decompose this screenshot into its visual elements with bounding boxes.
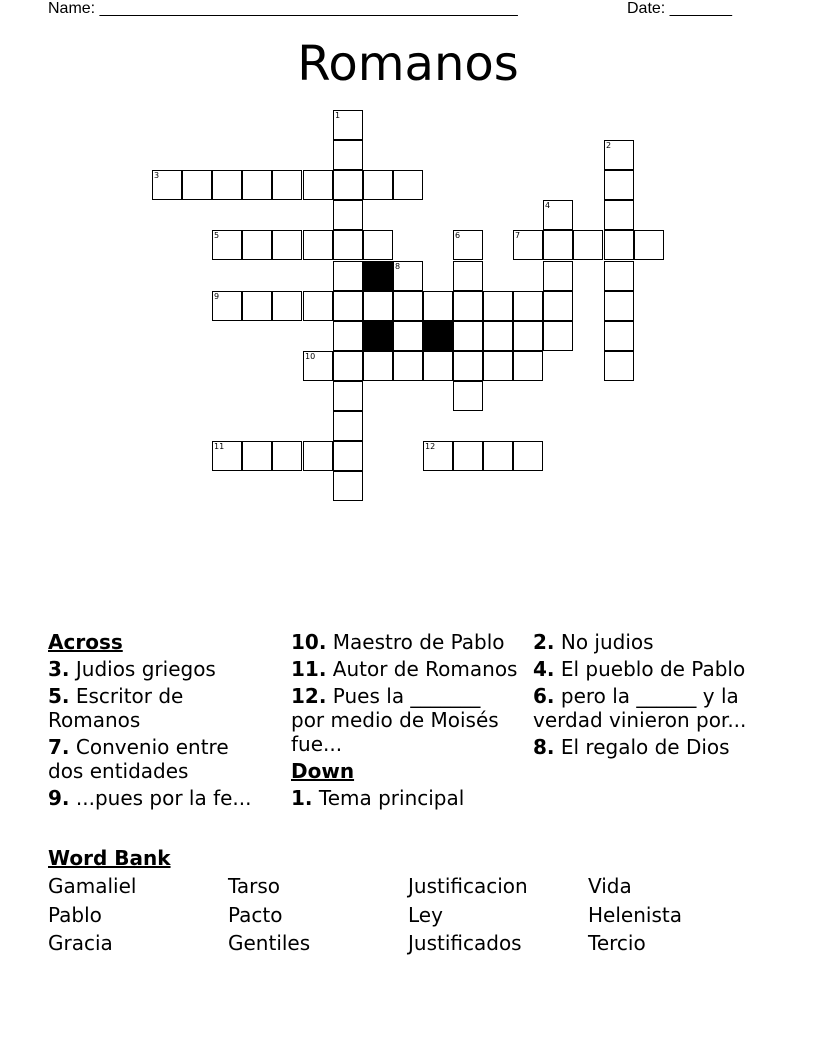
clue-column-2 <box>291 630 519 813</box>
word-bank-word: Ley <box>408 903 443 927</box>
grid-cell[interactable] <box>604 230 634 260</box>
grid-cell[interactable] <box>604 170 634 200</box>
grid-cell[interactable] <box>513 441 543 471</box>
grid-cell[interactable] <box>333 351 363 381</box>
across-clue-3: 3. Judios griegos <box>48 657 216 681</box>
grid-cell[interactable] <box>513 230 543 260</box>
grid-cell[interactable] <box>483 291 513 321</box>
grid-cell[interactable] <box>393 321 423 351</box>
grid-cell[interactable] <box>242 230 272 260</box>
word-bank-word: Pacto <box>228 903 283 927</box>
grid-cell[interactable] <box>333 140 363 170</box>
grid-cell[interactable] <box>513 291 543 321</box>
word-bank-word: Helenista <box>588 903 682 927</box>
grid-cell[interactable] <box>333 200 363 230</box>
across-clue-11: 11. Autor de Romanos <box>291 657 518 681</box>
grid-cell[interactable] <box>363 230 393 260</box>
clue-number: 8 <box>395 262 401 271</box>
grid-cell[interactable] <box>634 230 664 260</box>
clue-number: 3 <box>154 171 160 180</box>
clue-column-1 <box>48 630 263 813</box>
grid-cell[interactable] <box>272 170 302 200</box>
grid-cell[interactable] <box>333 471 363 501</box>
grid-cell[interactable] <box>303 291 333 321</box>
clue-column-3 <box>533 630 753 762</box>
word-bank-word: Pablo <box>48 903 102 927</box>
grid-cell[interactable] <box>212 170 242 200</box>
grid-cell[interactable] <box>212 441 242 471</box>
grid-cell[interactable] <box>363 351 393 381</box>
grid-cell[interactable] <box>573 230 603 260</box>
down-clue-1: 1. Tema principal <box>291 786 465 810</box>
grid-cell[interactable] <box>543 291 573 321</box>
grid-cell[interactable] <box>483 321 513 351</box>
down-clue-8: 8. El regalo de Dios <box>533 735 730 759</box>
grid-cell[interactable] <box>393 170 423 200</box>
clue-number: 6 <box>455 231 461 240</box>
grid-cell[interactable] <box>212 230 242 260</box>
clue-number: 2 <box>606 141 612 150</box>
across-clue-7: 7. Convenio entre dos entidades <box>48 735 229 783</box>
grid-cell[interactable] <box>483 351 513 381</box>
grid-cell[interactable] <box>333 170 363 200</box>
grid-cell[interactable] <box>212 291 242 321</box>
across-clue-10: 10. Maestro de Pablo <box>291 630 505 654</box>
grid-cell[interactable] <box>272 441 302 471</box>
word-bank <box>48 846 682 955</box>
word-bank-word: Justificacion <box>408 874 528 898</box>
black-cell <box>423 321 453 351</box>
grid-cell[interactable] <box>543 230 573 260</box>
grid-cell[interactable] <box>333 261 363 291</box>
grid-cell[interactable] <box>333 381 363 411</box>
clue-number: 12 <box>425 442 436 451</box>
grid-cell[interactable] <box>333 441 363 471</box>
grid-cell[interactable] <box>604 261 634 291</box>
grid-cell[interactable] <box>333 411 363 441</box>
down-clue-6: 6. pero la ______ y la verdad vinieron por... <box>533 684 747 732</box>
grid-cell[interactable] <box>513 351 543 381</box>
grid-cell[interactable] <box>453 351 483 381</box>
grid-cell[interactable] <box>303 441 333 471</box>
grid-cell[interactable] <box>152 170 182 200</box>
word-bank-word: Tarso <box>228 874 281 898</box>
word-bank-word: Tercio <box>588 931 646 955</box>
grid-cell[interactable] <box>604 321 634 351</box>
grid-cell[interactable] <box>242 170 272 200</box>
grid-cell[interactable] <box>363 291 393 321</box>
grid-cell[interactable] <box>543 200 573 230</box>
grid-cell[interactable] <box>423 351 453 381</box>
across-clue-5: 5. Escritor de Romanos <box>48 684 184 732</box>
grid-cell[interactable] <box>423 291 453 321</box>
grid-cell[interactable] <box>453 381 483 411</box>
word-bank-word: Gentiles <box>228 931 311 955</box>
clue-number: 10 <box>305 352 316 361</box>
grid-cell[interactable] <box>333 110 363 140</box>
grid-cell[interactable] <box>393 291 423 321</box>
date-field-line: Date: _______ <box>627 0 732 17</box>
word-bank-word: Vida <box>588 874 632 898</box>
word-bank-word: Gamaliel <box>48 874 137 898</box>
grid-cell[interactable] <box>242 441 272 471</box>
grid-cell[interactable] <box>453 291 483 321</box>
down-clue-2: 2. No judios <box>533 630 654 654</box>
grid-cell[interactable] <box>604 351 634 381</box>
clue-number: 1 <box>335 111 341 120</box>
grid-cell[interactable] <box>543 321 573 351</box>
clue-number: 5 <box>214 231 220 240</box>
name-field-line: Name: _______________________________________________ <box>48 0 518 17</box>
clue-number: 7 <box>515 231 521 240</box>
black-cell <box>363 321 393 351</box>
grid-cell[interactable] <box>393 351 423 381</box>
word-bank-word: Justificados <box>408 931 522 955</box>
grid-cell[interactable] <box>303 170 333 200</box>
across-clue-12: 12. Pues la _______ por medio de Moisés fue... <box>291 684 499 756</box>
grid-cell[interactable] <box>242 291 272 321</box>
grid-cell[interactable] <box>272 291 302 321</box>
grid-cell[interactable] <box>453 441 483 471</box>
grid-cell[interactable] <box>604 291 634 321</box>
grid-cell[interactable] <box>604 200 634 230</box>
grid-cell[interactable] <box>182 170 212 200</box>
black-cell <box>363 261 393 291</box>
clue-number: 9 <box>214 292 220 301</box>
grid-cell[interactable] <box>333 321 363 351</box>
across-clue-9: 9. ...pues por la fe... <box>48 786 252 810</box>
grid-cell[interactable] <box>272 230 302 260</box>
grid-cell[interactable] <box>303 351 333 381</box>
clue-number: 4 <box>545 201 551 210</box>
grid-cell[interactable] <box>453 321 483 351</box>
grid-cell[interactable] <box>393 261 423 291</box>
down-heading: Down <box>291 759 355 783</box>
grid-cell[interactable] <box>333 291 363 321</box>
grid-cell[interactable] <box>483 441 513 471</box>
clue-number: 11 <box>214 442 225 451</box>
down-clue-4: 4. El pueblo de Pablo <box>533 657 746 681</box>
grid-cell[interactable] <box>453 261 483 291</box>
grid-cell[interactable] <box>513 321 543 351</box>
grid-cell[interactable] <box>303 230 333 260</box>
word-bank-word: Gracia <box>48 931 113 955</box>
grid-cell[interactable] <box>423 441 453 471</box>
grid-cell[interactable] <box>453 230 483 260</box>
across-heading: Across <box>48 630 123 654</box>
word-bank-heading: Word Bank <box>48 846 171 870</box>
grid-cell[interactable] <box>363 170 393 200</box>
grid-cell[interactable] <box>333 230 363 260</box>
puzzle-title: Romanos <box>297 36 519 92</box>
grid-cell[interactable] <box>604 140 634 170</box>
grid-cell[interactable] <box>543 261 573 291</box>
